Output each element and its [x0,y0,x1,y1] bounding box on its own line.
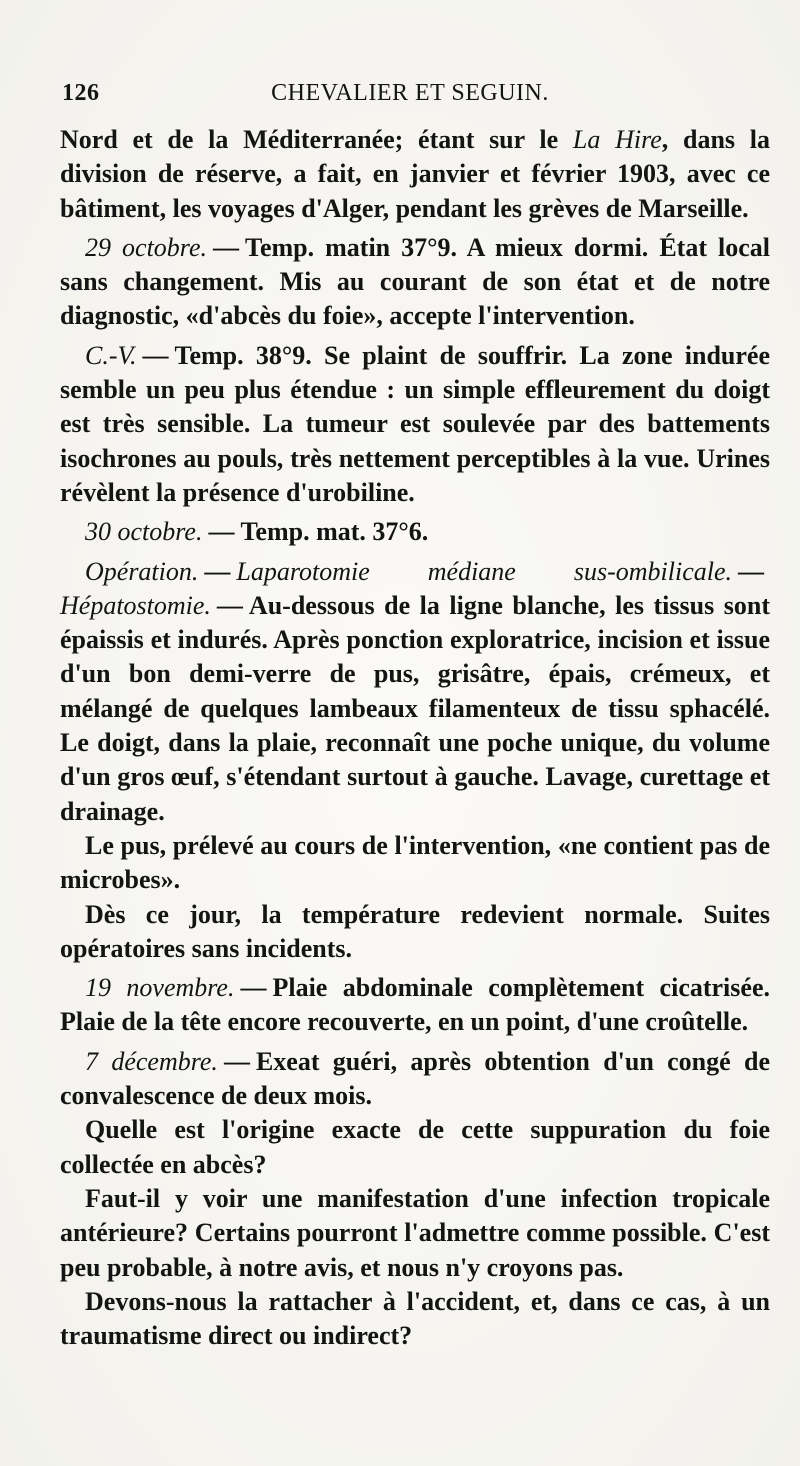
em-dash: — [142,340,169,370]
entry-30-octobre [60,515,770,549]
paragraph: Quelle est l'origine exacte de cette suppuration du foie collectée en abcès? [60,1115,770,1179]
entry-label: C.-V. [85,340,137,370]
paragraph: Faut-il y voir une manifestation d'une infection tropicale antérieure? Certains pourront l'admettre comme possible. C'est peu probable, à notre avis, et nous n'y croyons pas. [60,1183,770,1282]
entry-29-octobre [60,231,770,334]
running-title: CHEVALIER ET SEGUIN. [271,80,549,106]
entry-7-decembre [60,1045,770,1114]
paragraph-continuation [60,123,770,226]
page-header [60,80,760,116]
em-dash: — [223,1046,250,1076]
entry-text: Exeat guéri, après obtention d'un congé de convalescence de deux mois. [60,1046,770,1111]
entry-date: 30 octobre. [85,517,203,547]
entry-date: 7 décembre. [85,1046,218,1076]
ship-name: La Hire [572,125,662,154]
body-text [60,123,770,1353]
em-dash: — [240,973,267,1003]
entry-text: Temp. matin 37°9. A mieux dormi. État local sans changement. Mis au courant de son état et de notre diagnostic, «d'abcès du foie», accepte l'intervention. [60,232,770,331]
entry-date: 29 octobre. [85,232,207,262]
em-dash: — [212,232,239,262]
entry-text: Temp. 38°9. Se plaint de souffrir. La zone indurée semble un peu plus étendue : un simple effleurement du doigt est très sensible. La tumeur est soulevée par des battements isochrones au pouls, très nettement perceptibles à la vue. Urines révèlent la présence d'urobiline. [60,340,770,507]
em-dash: — [204,556,231,586]
entry-cv [60,339,770,510]
paragraph-text: , dans la division de réserve, a fait, en janvier et février 1903, avec ce bâtiment, les voyages d'Alger, pendant les grèves de Marseille. [60,125,770,223]
paragraph: Dès ce jour, la température redevient normale. Suites opératoires sans incidents. [60,899,770,963]
operation-label: Opération. [85,556,199,586]
page-number: 126 [62,80,100,106]
paragraph-text: Nord et de la Méditerranée; étant sur le [60,125,573,154]
procedure-label: Laparotomie médiane sus-ombilicale. [236,556,732,586]
procedure-label: Hépatostomie. [60,590,211,620]
entry-19-novembre [60,971,770,1040]
entry-operation [60,555,770,829]
em-dash: — [738,556,764,586]
entry-text: Au-dessous de la ligne blanche, les tissus sont épaissis et indurés. Après ponction exploratrice, incision et issue d'un bon demi-verre de pus, grisâtre, épais, crémeux, et mélangé de quelques lambeaux filamenteux de tissu sphacélé. Le doigt, dans la plaie, reconnaît une poche unique, du volume d'un gros œuf, s'étendant surtout à gauche. Lavage, curettage et drainage. [60,590,770,826]
entry-date: 19 novembre. [85,973,235,1003]
paragraph: Devons-nous la rattacher à l'accident, et, dans ce cas, à un traumatisme direct ou indirect? [60,1286,770,1351]
entry-text: Plaie abdominale complètement cicatrisée. Plaie de la tête encore recouverte, en un point, d'une croûtelle. [60,973,770,1037]
em-dash: — [208,517,235,547]
entry-text: Temp. mat. 37°6. [240,517,429,547]
paragraph: Le pus, prélevé au cours de l'intervention, «ne contient pas de microbes». [60,830,770,895]
em-dash: — [216,590,243,620]
